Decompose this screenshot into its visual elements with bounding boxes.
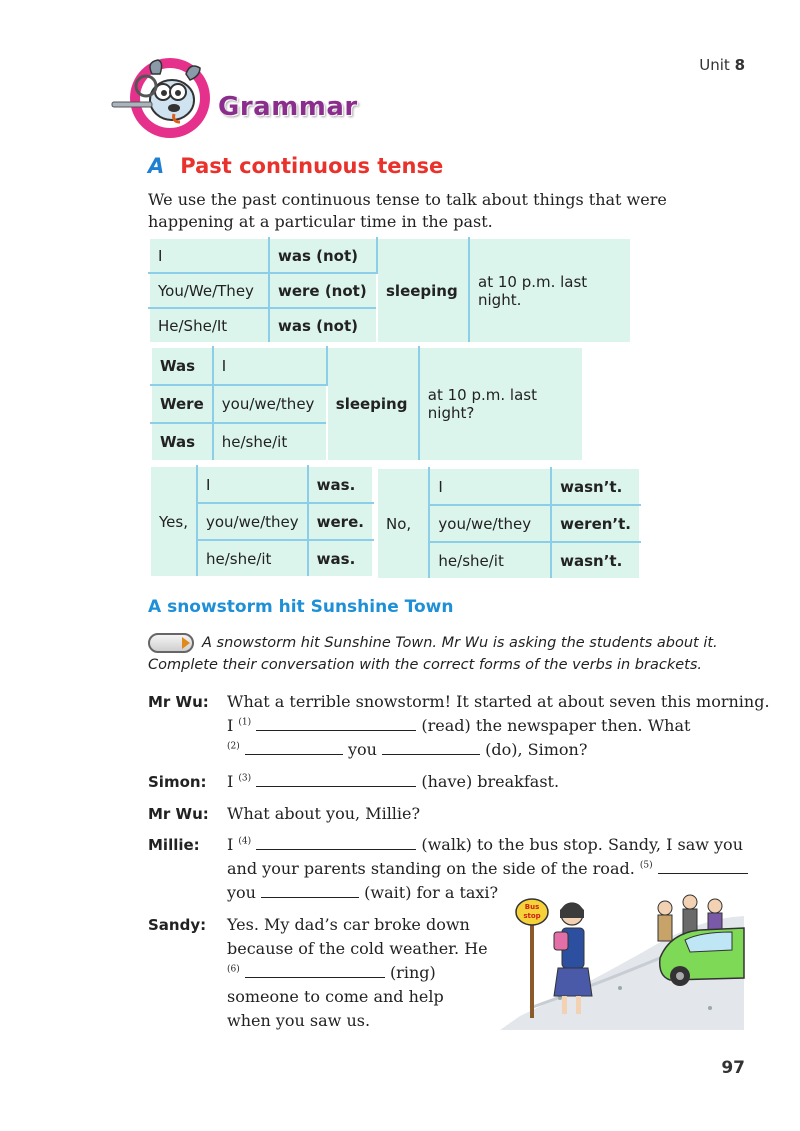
table-cell: You/We/They bbox=[149, 273, 269, 308]
speaker-label: Mr Wu: bbox=[148, 693, 209, 711]
section-b-title: A snowstorm hit Sunshine Town bbox=[148, 597, 454, 617]
dialogue-line: Yes. My dad’s car broke down bbox=[227, 915, 470, 934]
blank-number: (1) bbox=[238, 717, 252, 728]
table-cell: you/we/they bbox=[197, 503, 308, 540]
table-cell: was (not) bbox=[269, 308, 377, 343]
short-answer-no-table bbox=[376, 467, 641, 580]
dialogue-line: you (wait) for a taxi? bbox=[227, 883, 499, 902]
unit-label: Unit 8 bbox=[699, 56, 745, 74]
table-cell: you/we/they bbox=[213, 385, 327, 423]
answer-blank[interactable] bbox=[658, 861, 748, 874]
table-cell: he/she/it bbox=[213, 423, 327, 461]
dialogue-line: and your parents standing on the side of the road. $^{(5)}$ bbox=[227, 859, 748, 878]
dialogue-line: $^{(6)}$ (ring) bbox=[227, 963, 436, 982]
table-cell: Were bbox=[151, 385, 213, 423]
dialogue-line: What a terrible snowstorm! It started at about seven this morning. bbox=[227, 692, 770, 711]
table-cell: Was bbox=[151, 347, 213, 385]
audio-play-icon[interactable] bbox=[148, 633, 194, 653]
answer-blank[interactable] bbox=[256, 774, 416, 787]
table-cell: Yes, bbox=[150, 466, 197, 577]
dialogue-line: someone to come and help bbox=[227, 987, 444, 1006]
blank-number: (2) bbox=[227, 741, 240, 752]
dialogue-line: I $^{(4)}$ (walk) to the bus stop. Sandy, I saw you bbox=[227, 835, 743, 854]
table-cell: weren’t. bbox=[551, 505, 640, 542]
table-cell: at 10 p.m. last night? bbox=[419, 347, 583, 461]
table-cell: wasn’t. bbox=[551, 468, 640, 505]
dialogue-line: I $^{(3)}$ (have) breakfast. bbox=[227, 772, 560, 791]
snowstorm-illustration bbox=[500, 888, 745, 1030]
bus-stop-sign-text: stop bbox=[523, 912, 541, 920]
table-cell: He/She/It bbox=[149, 308, 269, 343]
table-cell: you/we/they bbox=[429, 505, 551, 542]
blank-number: (5) bbox=[639, 860, 653, 871]
table-cell: he/she/it bbox=[197, 540, 308, 577]
section-letter: A bbox=[148, 154, 165, 178]
dialogue-line: What about you, Millie? bbox=[227, 804, 421, 823]
dialogue-line: $^{(2)}$ you (do), Simon? bbox=[227, 740, 588, 759]
answer-blank[interactable] bbox=[245, 965, 385, 978]
table-cell: sleeping bbox=[327, 347, 419, 461]
dialogue-line: because of the cold weather. He bbox=[227, 939, 488, 958]
affirmative-negative-table bbox=[148, 237, 632, 344]
bus-stop-sign-text: Bus bbox=[524, 903, 540, 911]
blank-number: (4) bbox=[238, 836, 252, 847]
blank-number: (3) bbox=[238, 773, 252, 784]
table-cell: was. bbox=[308, 466, 373, 503]
table-cell: at 10 p.m. last night. bbox=[469, 238, 631, 343]
speaker-label: Mr Wu: bbox=[148, 805, 209, 823]
section-b-instructions bbox=[148, 632, 758, 676]
instruction-line: A snowstorm hit Sunshine Town. Mr Wu is asking the students about it. bbox=[202, 635, 718, 651]
answer-blank[interactable] bbox=[382, 742, 480, 755]
section-a-title: Past continuous tense bbox=[180, 154, 444, 178]
dialogue-line: I $^{(1)}$ (read) the newspaper then. What bbox=[227, 716, 691, 735]
instruction-line: Complete their conversation with the correct forms of the verbs in brackets. bbox=[148, 657, 703, 673]
table-cell: was (not) bbox=[269, 238, 377, 273]
section-a-heading bbox=[148, 154, 443, 178]
table-cell: sleeping bbox=[377, 238, 469, 343]
table-cell: I bbox=[429, 468, 551, 505]
answer-blank[interactable] bbox=[256, 718, 416, 731]
dialogue-line: when you saw us. bbox=[227, 1011, 371, 1030]
answer-blank[interactable] bbox=[245, 742, 343, 755]
table-cell: I bbox=[213, 347, 327, 385]
page-number: 97 bbox=[721, 1058, 745, 1078]
section-a-intro: We use the past continuous tense to talk about things that were happening at a particular time in the past. bbox=[148, 190, 667, 231]
table-cell: Was bbox=[151, 423, 213, 461]
grammar-heading: Grammar bbox=[218, 92, 358, 122]
short-answer-yes-table bbox=[149, 465, 374, 578]
table-cell: I bbox=[149, 238, 269, 273]
table-cell: wasn’t. bbox=[551, 542, 640, 579]
grammar-mascot-logo bbox=[108, 52, 220, 142]
answer-blank[interactable] bbox=[261, 885, 359, 898]
speaker-label: Sandy: bbox=[148, 916, 207, 934]
table-cell: he/she/it bbox=[429, 542, 551, 579]
answer-blank[interactable] bbox=[256, 837, 416, 850]
question-table bbox=[150, 346, 584, 462]
table-cell: were (not) bbox=[269, 273, 377, 308]
table-cell: I bbox=[197, 466, 308, 503]
table-cell: were. bbox=[308, 503, 373, 540]
blank-number: (6) bbox=[227, 964, 240, 975]
table-cell: No, bbox=[377, 468, 429, 579]
speaker-label: Millie: bbox=[148, 836, 200, 854]
speaker-label: Simon: bbox=[148, 773, 207, 791]
table-cell: was. bbox=[308, 540, 373, 577]
